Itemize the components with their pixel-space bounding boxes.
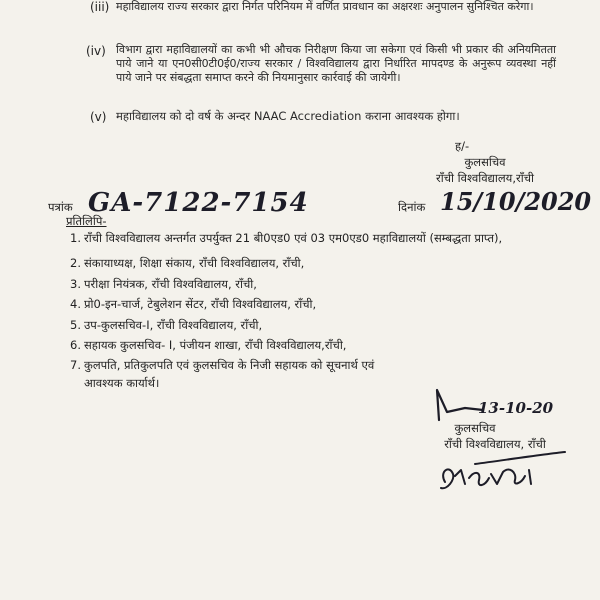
list-item xyxy=(70,356,414,392)
recipient-list xyxy=(70,229,570,392)
item-number: 4. xyxy=(70,297,81,311)
clause-text-iv: विभाग द्वारा महाविद्यालयों का कभी भी औचक निरीक्षण किया जा सकेगा एवं किसी भी प्रकार की अनियमितता पाये जाने या एन0सी0टी0ई0/राज्य सरकार / विश्वविद्यालय द्वारा निर्धारित मापदण्ड के अनुरूप व्यवस्था नहीं पाये जाने पर संबद्धता समाप्त करने की नियमानुसार कार्रवाई की जायेगी। xyxy=(116,43,556,84)
clause-number-v: (v) xyxy=(90,110,107,124)
item-text: संकायाध्यक्ष, शिक्षा संकाय, राँची विश्वविद्यालय, राँची, xyxy=(84,256,305,270)
registrar-title-bottom: कुलसचिव xyxy=(454,421,496,435)
letter-number-label: पत्रांक xyxy=(48,200,73,214)
list-item xyxy=(70,315,570,336)
list-item xyxy=(70,274,570,295)
list-item xyxy=(70,253,570,274)
signature-block-top xyxy=(400,138,570,186)
item-number: 6. xyxy=(70,338,81,352)
registrar-title: कुलसचिव xyxy=(464,155,506,169)
university-name: राँची विश्वविद्यालय,राँची xyxy=(436,171,534,185)
item-number: 2. xyxy=(70,256,81,270)
initial-date: 13-10-20 xyxy=(478,399,554,417)
date-label: दिनांक xyxy=(398,200,426,214)
clause-number-iii: (iii) xyxy=(90,0,110,14)
clause-text-v: महाविद्यालय को दो वर्ष के अन्दर NAAC Accrediation कराना आवश्यक होगा। xyxy=(116,109,460,123)
item-text: परीक्षा नियंत्रक, राँची विश्वविद्यालय, राँची, xyxy=(84,276,257,291)
item-text: सहायक कुलसचिव- I, पंजीयन शाखा, राँची विश्वविद्यालय,राँची, xyxy=(84,338,347,352)
clause-number-iv: (iv) xyxy=(86,44,106,58)
copy-heading: प्रतिलिपि- xyxy=(66,214,107,228)
date-value: 15/10/2020 xyxy=(440,187,592,216)
item-number: 7. xyxy=(70,357,81,372)
item-text: उप-कुलसचिव-I, राँची विश्वविद्यालय, राँची, xyxy=(84,317,263,332)
item-number: 3. xyxy=(70,276,81,291)
list-item xyxy=(70,294,570,315)
signature-block-bottom xyxy=(410,420,580,452)
letter-number-value: GA-7122-7154 xyxy=(88,188,309,218)
item-text: कुलपति, प्रतिकुलपति एवं कुलसचिव के निजी सहायक को सूचनार्थ एवं आवश्यक कार्यार्थ। xyxy=(84,357,375,390)
list-item xyxy=(70,229,570,253)
item-number: 1. xyxy=(70,231,81,245)
clause-text-iii: महाविद्यालय राज्य सरकार द्वारा निर्गत परिनियम में वर्णित प्रावधान का अक्षरशः अनुपालन सुनिश्चित करेगा। xyxy=(116,0,534,13)
list-item xyxy=(70,335,570,356)
handwritten-signature xyxy=(425,450,575,500)
signed-mark: ह/- xyxy=(455,139,470,153)
university-name-bottom: राँची विश्वविद्यालय, राँची xyxy=(444,437,546,451)
item-text: राँची विश्वविद्यालय अन्तर्गत उपर्युक्त 21 बी0एड0 एवं 03 एम0एड0 महाविद्यालयों (सम्बद्धता प्राप्त), xyxy=(84,231,503,245)
item-number: 5. xyxy=(70,317,81,332)
item-text: प्रो0-इन-चार्ज, टेबुलेशन सेंटर, राँची विश्वविद्यालय, राँची, xyxy=(84,297,317,311)
